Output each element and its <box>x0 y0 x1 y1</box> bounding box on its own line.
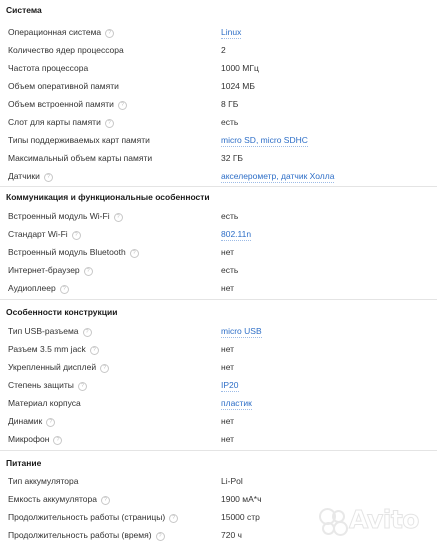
help-icon[interactable]: ? <box>169 514 178 523</box>
avito-watermark <box>319 504 429 534</box>
spec-value-link[interactable]: Linux <box>221 27 242 37</box>
spec-row <box>0 98 437 116</box>
spec-row <box>0 246 437 264</box>
spec-value: 32 ГБ <box>221 153 243 163</box>
spec-value: есть <box>221 265 239 275</box>
spec-label-text: Типы поддерживаемых карт памяти <box>8 135 150 145</box>
spec-row <box>0 325 437 343</box>
spec-label <box>8 511 178 523</box>
help-icon[interactable]: ? <box>118 101 127 110</box>
spec-label-text: Количество ядер процессора <box>8 45 124 55</box>
spec-value-link[interactable]: пластик <box>221 398 252 408</box>
spec-label-text: Частота процессора <box>8 63 89 73</box>
spec-label <box>8 325 92 337</box>
spec-value-link[interactable]: акселерометр, датчик Холла <box>221 171 335 181</box>
spec-label <box>8 26 114 38</box>
spec-label <box>8 44 124 56</box>
spec-row <box>0 415 437 433</box>
spec-label <box>8 433 62 445</box>
section-divider <box>0 186 437 187</box>
spec-value: 1900 мА*ч <box>221 494 262 504</box>
spec-label-text: Тип аккумулятора <box>8 476 79 486</box>
spec-value-link[interactable]: micro USB <box>221 326 262 336</box>
spec-label <box>8 116 114 128</box>
help-icon[interactable]: ? <box>72 231 81 240</box>
spec-row <box>0 26 437 44</box>
spec-row <box>0 475 437 493</box>
avito-logo-icon <box>319 508 345 534</box>
spec-label-text: Микрофон <box>8 434 50 444</box>
spec-row <box>0 361 437 379</box>
spec-label <box>8 343 99 355</box>
spec-row <box>0 343 437 361</box>
help-icon[interactable]: ? <box>84 267 93 276</box>
help-icon[interactable]: ? <box>101 496 110 505</box>
spec-value: нет <box>221 362 235 372</box>
spec-row <box>0 282 437 300</box>
spec-row <box>0 264 437 282</box>
spec-label-text: Динамик <box>8 416 43 426</box>
spec-label-text: Емкость аккумулятора <box>8 494 97 504</box>
spec-label <box>8 98 127 110</box>
spec-label <box>8 134 150 146</box>
help-icon[interactable]: ? <box>83 328 92 337</box>
spec-row <box>0 379 437 397</box>
spec-row <box>0 210 437 228</box>
help-icon[interactable]: ? <box>156 532 165 541</box>
spec-row <box>0 228 437 246</box>
help-icon[interactable]: ? <box>114 213 123 222</box>
spec-label-text: Слот для карты памяти <box>8 117 101 127</box>
spec-label-text: Интернет-браузер <box>8 265 80 275</box>
spec-label <box>8 228 81 240</box>
spec-label <box>8 264 93 276</box>
spec-value: есть <box>221 211 239 221</box>
spec-value: нет <box>221 416 235 426</box>
section-divider <box>0 299 437 300</box>
spec-value: 8 ГБ <box>221 99 239 109</box>
spec-value: есть <box>221 117 239 127</box>
section-title: Питание <box>6 458 42 468</box>
watermark-text: Avito <box>349 505 419 534</box>
spec-label <box>8 415 55 427</box>
spec-label <box>8 282 69 294</box>
help-icon[interactable]: ? <box>46 418 55 427</box>
spec-label-text: Датчики <box>8 171 40 181</box>
spec-label-text: Укрепленный дисплей <box>8 362 97 372</box>
spec-label-text: Продолжительность работы (время) <box>8 530 152 540</box>
help-icon[interactable]: ? <box>53 436 62 445</box>
spec-label-text: Операционная система <box>8 27 102 37</box>
spec-row <box>0 80 437 98</box>
spec-label <box>8 210 123 222</box>
spec-value: 15000 стр <box>221 512 260 522</box>
spec-label <box>8 493 110 505</box>
spec-label <box>8 80 119 92</box>
spec-label-text: Тип USB-разъема <box>8 326 79 336</box>
section-title: Система <box>6 5 42 15</box>
spec-value: Li-Pol <box>221 476 243 486</box>
spec-label <box>8 361 109 373</box>
help-icon[interactable]: ? <box>105 29 114 38</box>
spec-label-text: Материал корпуса <box>8 398 81 408</box>
spec-label-text: Встроенный модуль Bluetooth <box>8 247 126 257</box>
spec-value: 1024 МБ <box>221 81 255 91</box>
spec-row <box>0 44 437 62</box>
help-icon[interactable]: ? <box>44 173 53 182</box>
section-divider <box>0 450 437 451</box>
spec-label <box>8 152 152 164</box>
spec-label <box>8 62 88 74</box>
help-icon[interactable]: ? <box>60 285 69 294</box>
section-title: Особенности конструкции <box>6 307 118 317</box>
spec-row <box>0 62 437 80</box>
spec-label <box>8 397 81 409</box>
spec-label-text: Разъем 3.5 mm jack <box>8 344 86 354</box>
spec-label <box>8 170 53 182</box>
help-icon[interactable]: ? <box>90 346 99 355</box>
spec-row <box>0 134 437 152</box>
spec-label <box>8 246 139 258</box>
section-title: Коммуникация и функциональные особенности <box>6 192 210 202</box>
spec-value: 1000 МГц <box>221 63 259 73</box>
spec-label <box>8 529 165 541</box>
help-icon[interactable]: ? <box>100 364 109 373</box>
spec-label <box>8 475 79 487</box>
spec-value: 2 <box>221 45 226 55</box>
help-icon[interactable]: ? <box>105 119 114 128</box>
spec-row <box>0 397 437 415</box>
spec-label-text: Продолжительность работы (страницы) <box>8 512 166 522</box>
spec-label-text: Объем встроенной памяти <box>8 99 114 109</box>
spec-label-text: Встроенный модуль Wi-Fi <box>8 211 110 221</box>
spec-label <box>8 379 87 391</box>
spec-value: нет <box>221 344 235 354</box>
spec-value: нет <box>221 247 235 257</box>
spec-row <box>0 433 437 451</box>
spec-value: нет <box>221 434 235 444</box>
spec-value-link[interactable]: IP20 <box>221 380 239 390</box>
spec-value: нет <box>221 283 235 293</box>
spec-row <box>0 116 437 134</box>
spec-label-text: Аудиоплеер <box>8 283 56 293</box>
spec-value-link[interactable]: micro SD, micro SDHC <box>221 135 308 145</box>
spec-label-text: Максимальный объем карты памяти <box>8 153 153 163</box>
spec-value: 720 ч <box>221 530 242 540</box>
spec-label-text: Объем оперативной памяти <box>8 81 119 91</box>
spec-value-link[interactable]: 802.11n <box>221 229 252 239</box>
help-icon[interactable]: ? <box>130 249 139 258</box>
spec-row <box>0 152 437 170</box>
spec-label-text: Стандарт Wi-Fi <box>8 229 68 239</box>
spec-label-text: Степень защиты <box>8 380 74 390</box>
help-icon[interactable]: ? <box>78 382 87 391</box>
